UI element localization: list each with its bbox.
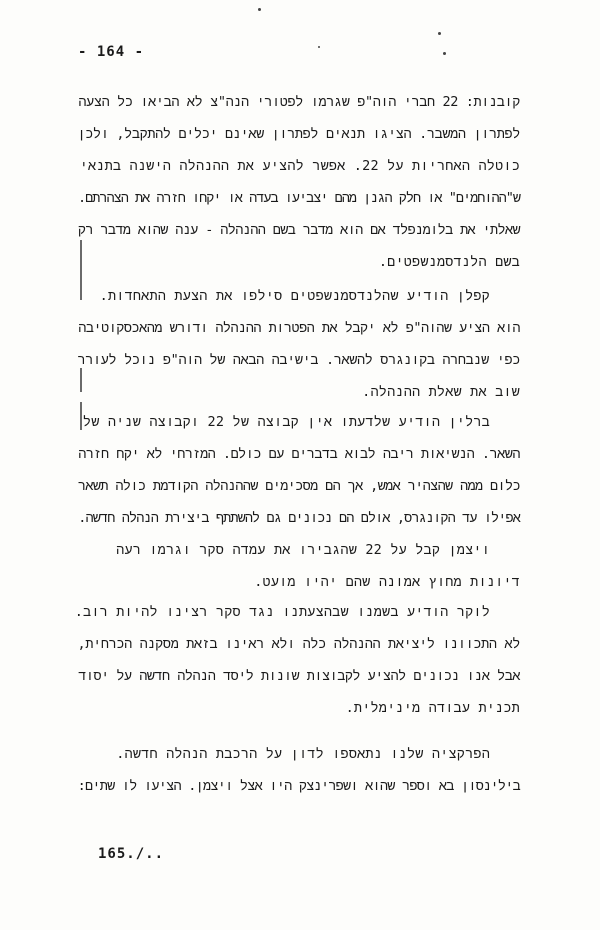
text-line: ויצמן קבל על 22 שהגבירו את עמדה סקר וגרמו רעה bbox=[116, 542, 490, 558]
scan-speck bbox=[443, 52, 446, 55]
text-line: ש"ההוחמים" או חלק הגנן מהם יצביעו בעדה או יקחו חזרה את הצהרתם. bbox=[77, 190, 520, 206]
text-line: שוב את שאלת ההנהלה. bbox=[362, 384, 520, 400]
text-line: השאר. הנשיאות ריבה לבוא בדברים עם כולם. המזרחי לא יקח חזרה bbox=[78, 446, 520, 462]
margin-mark bbox=[80, 240, 82, 300]
scan-speck bbox=[258, 8, 261, 11]
text-line: לוקר הודיע בשמנו שבהצעתנו נגד סקר רצינו להיות רוב. bbox=[74, 604, 490, 620]
text-line: שאלתי את בלומנפלד אם הוא מדבר בשם ההנהלה - ענה שהוא מדבר רק bbox=[77, 222, 520, 238]
text-line: כלום ממה שהצהיר אמש, אך הם מסכימים שההנהלה הקודמת כולה תשאר bbox=[77, 478, 520, 494]
scan-speck bbox=[438, 32, 441, 35]
text-line: כוטלה האחריות על 22. אפשר להציע את ההנהלה הישנה בתנאי bbox=[79, 158, 520, 174]
text-line: ברלין הודיע שלדעתו אין קבוצה של 22 וקבוצה שניה של bbox=[82, 414, 490, 430]
continuation-reference: 165./.. bbox=[98, 846, 165, 862]
page-number: - 164 - bbox=[78, 44, 145, 60]
margin-mark bbox=[80, 402, 82, 430]
margin-mark bbox=[80, 368, 82, 392]
text-line: קובנות: 22 חברי הוה"פ שגרמו לפטורי הנה"צ לא הביאו כל הצעה bbox=[78, 94, 520, 110]
text-line: הפרקציה שלנו נתאספו לדון על הרכבת הנהלה חדשה. bbox=[116, 746, 490, 762]
text-line: לפתרון המשבר. הציגו תנאים לפתרון שאינם יכלים להתקבל, ולכן bbox=[77, 126, 520, 142]
text-line: בשם הלנדסמנשפטים. bbox=[378, 254, 520, 270]
text-line: בילינסון בא וספר שהוא ושפרינצק היו אצל ויצמן. הציעו לו שתים: bbox=[77, 778, 520, 794]
text-line: תכנית עבודה מינימלית. bbox=[345, 700, 520, 716]
text-line: הוא הציע שהוה"פ לא יקבל את הפטרות ההנהלה ודורש מהאכסקוטיבה bbox=[78, 320, 520, 336]
text-line: כפי שנבחרה בקונגרס להשאר. בישיבה הבאה של הוה"פ נוכל לעורר bbox=[77, 352, 520, 368]
scan-speck bbox=[318, 46, 320, 48]
text-line: לא התכוונו ליציאת ההנהלה כלה ולא ראינו בזאת מסקנה הכרחית, bbox=[77, 636, 520, 652]
text-line: דיונות מחוץ אמונה שהם יהיו מועט. bbox=[254, 574, 520, 590]
text-line: אבל אנו נכונים להציע לקבוצות שונות ליסד הנהלה חדשה על יסוד bbox=[78, 668, 520, 684]
text-line: קפלן הודיע שהלנדסמנשפטים סילפו את הצעת התאחדות. bbox=[99, 288, 490, 304]
text-line: אפילו עד הקונגרס, אולם הם נכונים גם להשתתף ביצירת הנהלה חדשה. bbox=[78, 510, 520, 526]
